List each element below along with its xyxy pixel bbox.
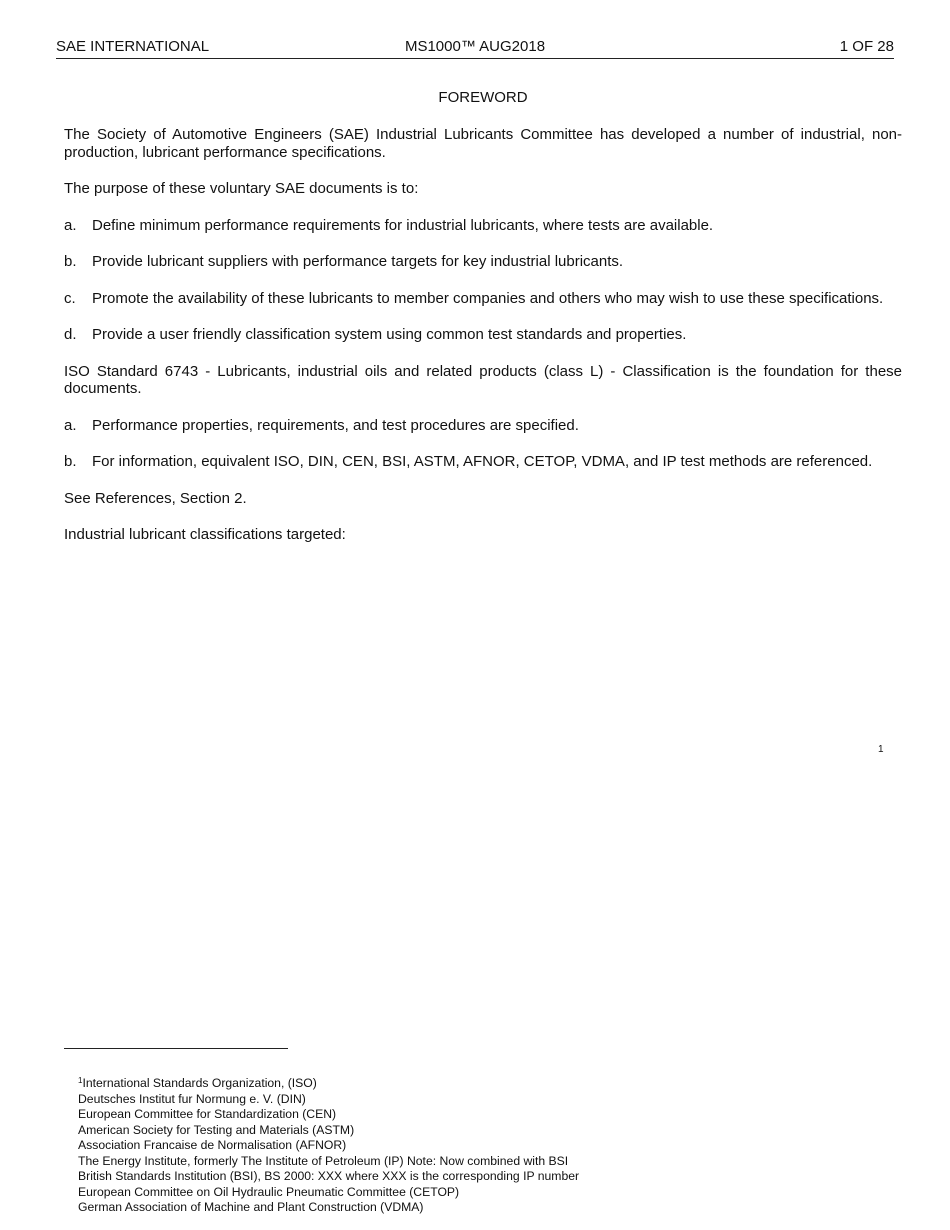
footnote-line: European Committee on Oil Hydraulic Pneumatic Committee (CETOP) — [78, 1184, 460, 1199]
list-item-text: Provide a user friendly classification system using common test standards and properties. — [92, 326, 687, 343]
list-marker: b. — [64, 453, 77, 470]
list-marker: c. — [64, 289, 76, 307]
footnote-divider — [64, 1048, 288, 1049]
page-title: FOREWORD — [438, 89, 528, 106]
footnote-line — [78, 1076, 579, 1092]
footnote-line: Deutsches Institut fur Normung e. V. (DIN) — [78, 1091, 306, 1106]
intro-paragraph: The Society of Automotive Engineers (SAE) Industrial Lubricants Committee has developed a number of industrial, non-production, lubricant performance specifications. — [64, 126, 902, 161]
footnote-superscript: 1 — [78, 1076, 83, 1085]
footnote-line: The Energy Institute, formerly The Institute of Petroleum (IP) Note: Now combined with BSI — [78, 1153, 569, 1168]
footnote-line: European Committee for Standardization (CEN) — [78, 1107, 337, 1121]
targeted-classifications: Industrial lubricant classifications targeted: — [64, 526, 346, 543]
list-item-text: Promote the availability of these lubricants to member companies and others who may wish to use these specifications. — [92, 289, 884, 307]
footnote-line: Association Francaise de Normalisation (AFNOR) — [78, 1138, 347, 1152]
list-marker: a. — [64, 216, 77, 234]
header-page-number: 1 OF 28 — [839, 38, 894, 55]
list-item-text: Provide lubricant suppliers with performance targets for key industrial lubricants. — [92, 253, 624, 270]
see-references: See References, Section 2. — [64, 489, 247, 507]
list-item-text: Performance properties, requirements, and test procedures are specified. — [92, 416, 579, 434]
list-item-text: Define minimum performance requirements for industrial lubricants, where tests are available. — [92, 216, 714, 234]
list-item — [64, 453, 902, 471]
footnotes — [78, 1076, 579, 1216]
page-header — [56, 38, 894, 59]
header-doc-id: MS1000™ AUG2018 — [404, 38, 546, 55]
list-marker: b. — [64, 253, 77, 270]
document-body — [64, 126, 902, 563]
list-item — [64, 290, 902, 308]
footnote-marker: 1 — [878, 744, 884, 755]
list-item — [64, 253, 902, 271]
list-item — [64, 417, 902, 435]
list-marker: a. — [64, 416, 77, 434]
footnote-line: American Society for Testing and Materials (ASTM) — [78, 1122, 355, 1137]
list-item-text: For information, equivalent ISO, DIN, CEN, BSI, ASTM, AFNOR, CETOP, VDMA, and IP test methods are referenced. — [92, 453, 873, 470]
footnote-line: British Standards Institution (BSI), BS 2000: XXX where XXX is the corresponding IP number — [78, 1169, 580, 1183]
list-item — [64, 217, 902, 235]
footnote-text: International Standards Organization, (ISO) — [82, 1076, 317, 1090]
header-org: SAE INTERNATIONAL — [56, 38, 210, 55]
footnote-line: German Association of Machine and Plant Construction (VDMA) — [78, 1200, 424, 1214]
list-marker: d. — [64, 326, 77, 343]
purpose-lead: The purpose of these voluntary SAE documents is to: — [64, 180, 419, 197]
iso-paragraph: ISO Standard 6743 - Lubricants, industrial oils and related products (class L) - Classification is the foundation for these documents. — [64, 362, 902, 397]
list-item — [64, 326, 902, 344]
